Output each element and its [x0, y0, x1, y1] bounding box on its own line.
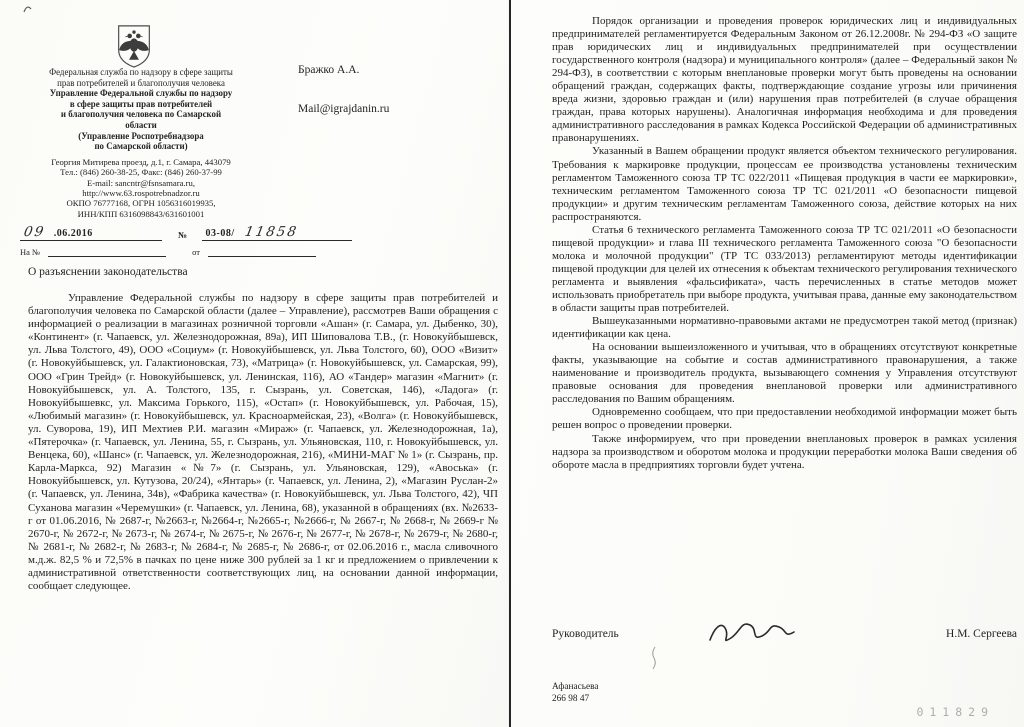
- registration-stamp-number: 011829: [916, 705, 994, 719]
- website-line: http://www.63.rospotrebnadzor.ru: [82, 187, 200, 198]
- date-month-year: .06.2016: [53, 228, 93, 239]
- letter-body-page-2: [552, 15, 1017, 575]
- body-paragraph: Одновременно сообщаем, что при предоставлении необходимой информации может быть решен вопрос о проведении проверки.: [552, 406, 1017, 432]
- signer-name: Н.М. Сергеева: [946, 627, 1017, 640]
- postal-address: Георгия Митирева проезд, д.1, г. Самара, 443079: [51, 156, 231, 167]
- date-day-handwritten: 09: [22, 224, 47, 240]
- letter-body-page-1: [28, 292, 498, 696]
- okpo-ogrn-line: ОКПО 76777168, ОГРН 1056316019935,: [66, 198, 216, 209]
- number-prefix: 03-08/: [205, 228, 235, 239]
- body-paragraph: Управление Федеральной службы по надзору в сфере защиты прав потребителей и благополучия человека по Самарской области (далее – Управление), рассмотрев Ваши обращения с информацией о реализации в магазинах розничной торговли «Ашан» (г. Самара, ул. Дыбенко, 30), «Континент» (г. Чапаевск, ул. Железнодорожная, 89а), ИП Шиповалова Т.В., (г. Новокуйбышевск, ул. Льва Толстого, 49), ООО «Социум» (г. Новокуйбышевск, ул. Льва Толстого, 60), ООО «Визит» (г. Новокуйбышевск, ул. Галактионовская, 73), «Матрица» (г. Новокуйбышевск, ул. Самарская, 99), ООО «Грин Трейд» (г. Новокуйбышевск, ул. Ленинская, 116), АО «Тандер» магазин «Магнит» (г. Новокуйбышевск, ул. А. Толстого, 135, г. Сызрань, ул. Советская, 146), «Ладога» (г. Новокуйбышевкс, ул. Максима Горького, 115), «Остап» (г. Новокуйбышевск, ул. Рабочая, 15), «Любимый магазин» (г. Новокуйбышевск, ул. Красноармейская, 23), «Волга» (г. Новокуйбышевск, ул. Суворова, 19), ИП Мехтиев Р.И. магазин «Мираж» (г. Чапаевск, ул. Железнодорожная, 1а), «Пятерочка» (г. Чапаевск, ул. Ленина, 55, г. Сызрань, ул. Ульяновская, 110, г. Новокуйбышевск, ул. Венцека, 60), «Шанс» (г. Чапаевск, ул. Железнодорожная, 216), «МИНИ-МАГ № 1» (г. Сызрань, пр. Карла-Маркса, 92) Магазин «№7» (г. Сызрань, ул. Ульяновская, 129), «Авоська» (г. Новокуйбышевск, ул. Кутузова, 20/24), «Янтарь» (г. Чапаевск, ул. Ленина, 2), «Магазин Руслан-2» (г. Чапаевск, ул. Ленина, 34в), «Фабрика качества» (г. Новокуйбышевск, ул. Льва Толстого, 42), ЧП Суханова магазин «Черемушки» (г. Чапаевск, ул. Ленина, 68), указанной в обращениях (вх. №2633-г от 01.06.2016, № 2687-г, №2663-г, №2664-г, №2665-г, №2666-г, № 2667-г, № 2668-г, № 2669-г № 2670-г, № 2672-г, № 2673-г, № 2674-г, № 2675-г, № 2676-г, № 2677-г, № 2678-г, № 2679-г, № 2680-г, № 2681-г, № 2682-г, № 2683-г, № 2684-г, № 2685-г, № 2686-г, от 02.06.2016 г., масла сливочного м.д.ж. 82,5 % и 72,5% в пачках по цене ниже 300 рублей за 1 кг и предложением о привлечении к административной ответственности соответствующих лиц, на основании данной информации, сообщает следующее.: [28, 292, 498, 593]
- letter-page-1: [0, 0, 509, 727]
- body-paragraph: Вышеуказанными нормативно-правовыми актами не предусмотрен такой метод (признак) идентификации как цена.: [552, 315, 1017, 341]
- executor-block: [552, 681, 599, 705]
- body-paragraph: Порядок организации и проведения проверок юридических лиц и индивидуальных предпринимателей регламентируется Федеральным Законом от 26.12.2008г. № 294-ФЗ «О защите прав юридических лиц и индивидуальных предпринимателей при осуществлении государственного контроля (надзора) и муниципального контроля» (далее – Федеральный закон № 294-ФЗ), в соответствии с которым внеплановые проверки могут быть проведены на основании обращений граждан, содержащих факты, подтверждающие создание угрозы или причинения вреда жизни, здоровью граждан и (или) нарушения прав потребителей (в случае обращения граждан, права которых нарушены). Аналогичная информация необходима и для проведения административного расследования в рамках Кодекса Российской Федерации об административных правонарушениях.: [552, 15, 1017, 145]
- handwritten-signature: [706, 616, 798, 651]
- outgoing-date: [20, 224, 162, 241]
- signer-title: Руководитель: [552, 627, 619, 640]
- incoming-date-blank: [208, 246, 316, 257]
- body-paragraph: Указанный в Вашем обращении продукт является объектом технического регулирования. Требования к маркировке продукции, процессам ее производства установлены техническим регламентом Таможенного союза ТР ТС 022/2011 «Пищевая продукция в части ее маркировки», техническим регламентом Таможенного союза ТР ТС 021/2011 «О безопасности пищевой продукции» и другим техническим регламентам Таможенного союза, действие которых на них распространяются.: [552, 145, 1017, 223]
- addressee-block: [298, 64, 389, 115]
- dept-name-line: и благополучия человека по Самарской: [60, 109, 222, 120]
- dept-name-line: области: [125, 119, 157, 130]
- body-paragraph: Также информируем, что при проведении внеплановых проверок в рамках усиления надзора за производством и оборотом молока и продукции переработки молока Ваши сведения об обороте масла в предприятиях торговли будет учтена.: [552, 432, 1017, 471]
- ot-label: от: [192, 247, 201, 257]
- dept-name-line: в сфере защиты прав потребителей: [69, 98, 213, 109]
- na-no-label: На №: [20, 247, 41, 257]
- org-name-line: прав потребителей и благополучия человека: [57, 77, 225, 88]
- incoming-number-blank: [48, 246, 166, 257]
- org-name-line: Федеральная служба по надзору в сфере защиты: [49, 67, 233, 77]
- number-handwritten: 11858: [243, 224, 300, 240]
- pen-mark: [22, 2, 36, 20]
- dept-name-line: Управление Федеральной службы по надзору: [49, 88, 233, 99]
- incoming-ref-row: [20, 246, 360, 257]
- phone-fax-line: Тел.: (846) 260-38-25, Факс: (846) 260-37-99: [60, 167, 222, 178]
- dept-name-line: по Самарской области): [94, 141, 188, 152]
- outgoing-number: [202, 224, 352, 241]
- number-sign: №: [178, 230, 188, 240]
- body-paragraph: На основании вышеизложенного и учитывая, что в обращениях отсутствуют конкретные факты, указывающие на событие и состав административного правонарушения, а также наименование и производитель продукта, вызывающего сомнения у Управления отсутствуют правовые основания для проведения внеплановой проверки или административного расследования по Вашим обращениям.: [552, 341, 1017, 406]
- inn-kpp-line: ИНН/КПП 6316098843/631601001: [77, 208, 205, 219]
- executor-name: Афанасьева: [552, 682, 599, 692]
- letter-page-2: [511, 0, 1024, 727]
- signature-row: [552, 616, 1017, 651]
- email-line: E-mail: sancntr@fsnsamara.ru,: [86, 177, 196, 188]
- dept-name-line: (Управление Роспотребнадзора: [78, 130, 204, 141]
- body-paragraph: Статья 6 технического регламента Таможенного союза ТР ТС 021/2011 «О безопасности пищевой продукции» и глава III технического регламента Таможенного союза "О безопасности молока и молочной продукции" (ТР ТС 033/2013) регламентируют методы идентификации пищевой продукции для целей их отнесения к объектам технического регулирования технического регламента и выявления «фальсификата», часть перечисленных в статье методов может использовать приобретатель при выборе продукта, учитывая права, данные ему законодательством в области защиты прав потребителей.: [552, 223, 1017, 315]
- addressee-email: Mail@igrajdanin.ru: [298, 103, 390, 115]
- addressee-name: Бражко А.А.: [298, 64, 360, 76]
- outgoing-ref-row: [20, 224, 360, 241]
- subject-line: О разъяснении законодательства: [28, 266, 188, 278]
- executor-phone: 266 98 47: [552, 694, 590, 704]
- letterhead: [12, 67, 270, 219]
